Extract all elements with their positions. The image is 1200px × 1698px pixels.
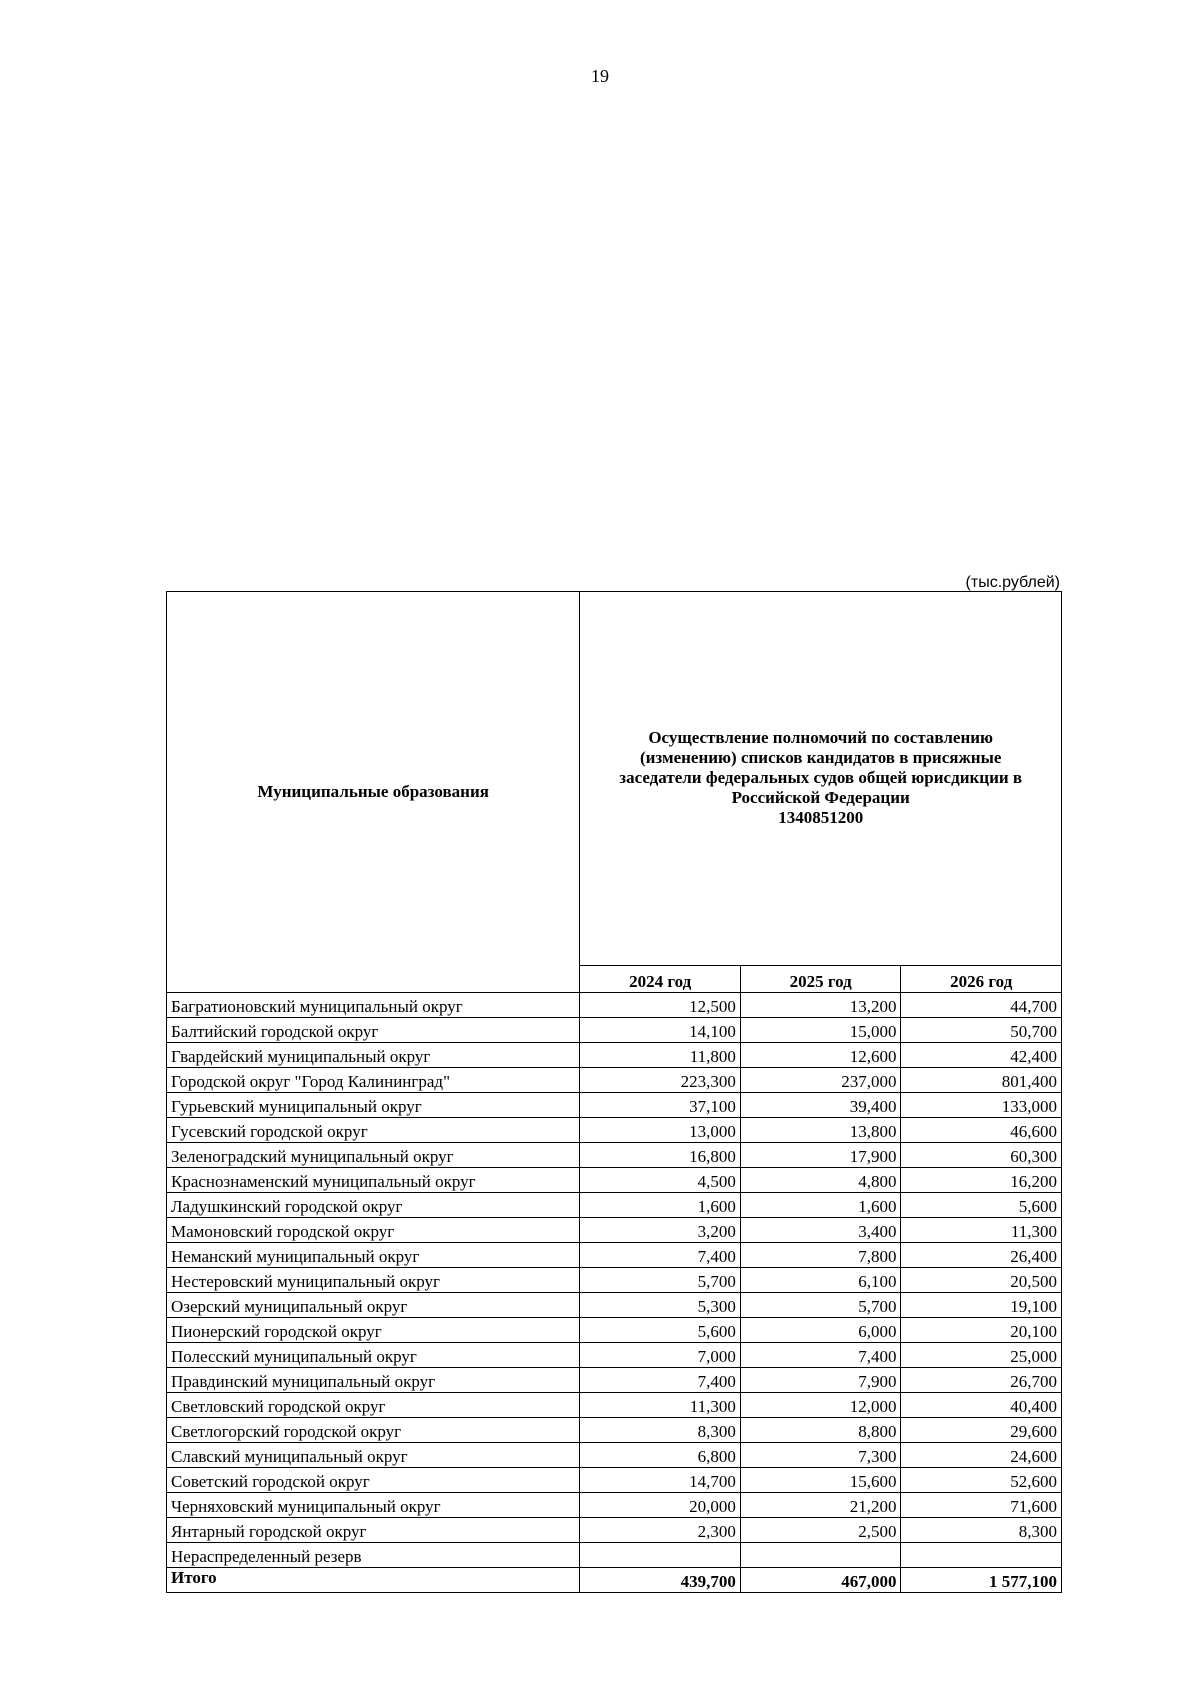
table-row — [167, 1368, 1062, 1393]
value-2024: 5,300 — [580, 1293, 741, 1318]
value-2024: 6,800 — [580, 1443, 741, 1468]
value-2026: 8,300 — [901, 1518, 1062, 1543]
value-2026: 40,400 — [901, 1393, 1062, 1418]
value-2026: 44,700 — [901, 993, 1062, 1018]
value-2026: 71,600 — [901, 1493, 1062, 1518]
value-2025: 7,300 — [740, 1443, 901, 1468]
table-row — [167, 993, 1062, 1018]
value-2025: 3,400 — [740, 1218, 901, 1243]
municipality-name: Багратионовский муниципальный округ — [167, 993, 580, 1018]
municipality-name: Гусевский городской округ — [167, 1118, 580, 1143]
value-2024: 5,700 — [580, 1268, 741, 1293]
table-row — [167, 1493, 1062, 1518]
purpose-line: Российской Федерации — [731, 788, 910, 808]
value-2025 — [740, 1543, 901, 1568]
municipality-name: Гвардейский муниципальный округ — [167, 1043, 580, 1068]
municipality-name: Славский муниципальный округ — [167, 1443, 580, 1468]
table-row — [167, 1043, 1062, 1068]
value-2025: 6,000 — [740, 1318, 901, 1343]
value-2024: 37,100 — [580, 1093, 741, 1118]
table-row — [167, 1318, 1062, 1343]
value-2026: 11,300 — [901, 1218, 1062, 1243]
value-2025: 21,200 — [740, 1493, 901, 1518]
value-2024: 14,700 — [580, 1468, 741, 1493]
value-2025: 17,900 — [740, 1143, 901, 1168]
value-2024: 8,300 — [580, 1418, 741, 1443]
value-2026: 20,100 — [901, 1318, 1062, 1343]
table-row — [167, 1193, 1062, 1218]
total-2026: 1 577,100 — [901, 1568, 1062, 1593]
purpose-code: 1340851200 — [778, 808, 864, 828]
value-2025: 7,800 — [740, 1243, 901, 1268]
value-2026: 801,400 — [901, 1068, 1062, 1093]
value-2026: 60,300 — [901, 1143, 1062, 1168]
table-row — [167, 1218, 1062, 1243]
value-2024: 5,600 — [580, 1318, 741, 1343]
table-row — [167, 1018, 1062, 1043]
value-2025: 7,400 — [740, 1343, 901, 1368]
value-2025: 4,800 — [740, 1168, 901, 1193]
value-2024: 7,400 — [580, 1243, 741, 1268]
municipality-name: Озерский муниципальный округ — [167, 1293, 580, 1318]
value-2024: 7,000 — [580, 1343, 741, 1368]
value-2025: 7,900 — [740, 1368, 901, 1393]
value-2026 — [901, 1543, 1062, 1568]
units-label: (тыс.рублей) — [965, 574, 1060, 591]
value-2026: 26,700 — [901, 1368, 1062, 1393]
value-2025: 237,000 — [740, 1068, 901, 1093]
municipality-name: Нераспределенный резерв — [167, 1543, 580, 1568]
year-header-2026: 2026 год — [901, 965, 1062, 992]
value-2024: 13,000 — [580, 1118, 741, 1143]
value-2024: 1,600 — [580, 1193, 741, 1218]
table-row — [167, 1068, 1062, 1093]
value-2026: 20,500 — [901, 1268, 1062, 1293]
value-2025: 12,000 — [740, 1393, 901, 1418]
table-row — [167, 1243, 1062, 1268]
value-2024: 11,300 — [580, 1393, 741, 1418]
year-header-2025: 2025 год — [740, 965, 901, 992]
municipality-name: Зеленоградский муниципальный округ — [167, 1143, 580, 1168]
municipality-name: Краснознаменский муниципальный округ — [167, 1168, 580, 1193]
value-2026: 25,000 — [901, 1343, 1062, 1368]
value-2026: 42,400 — [901, 1043, 1062, 1068]
value-2024 — [580, 1543, 741, 1568]
table-row — [167, 1543, 1062, 1568]
municipality-name: Светловский городской округ — [167, 1393, 580, 1418]
value-2026: 26,400 — [901, 1243, 1062, 1268]
year-header-2024: 2024 год — [580, 965, 741, 992]
value-2025: 15,600 — [740, 1468, 901, 1493]
table-row — [167, 1418, 1062, 1443]
municipality-name: Балтийский городской округ — [167, 1018, 580, 1043]
table-row — [167, 1468, 1062, 1493]
page-number: 19 — [591, 66, 609, 86]
value-2024: 2,300 — [580, 1518, 741, 1543]
municipality-name: Нестеровский муниципальный округ — [167, 1268, 580, 1293]
value-2025: 13,200 — [740, 993, 901, 1018]
value-2024: 20,000 — [580, 1493, 741, 1518]
value-2025: 6,100 — [740, 1268, 901, 1293]
total-2024: 439,700 — [580, 1568, 741, 1593]
municipality-name: Полесский муниципальный округ — [167, 1343, 580, 1368]
value-2024: 4,500 — [580, 1168, 741, 1193]
municipality-name: Мамоновский городской округ — [167, 1218, 580, 1243]
value-2024: 3,200 — [580, 1218, 741, 1243]
table-row — [167, 1293, 1062, 1318]
value-2024: 14,100 — [580, 1018, 741, 1043]
purpose-line: заседатели федеральных судов общей юрисдикции в — [619, 768, 1023, 788]
table-row — [167, 1118, 1062, 1143]
value-2026: 29,600 — [901, 1418, 1062, 1443]
value-2025: 8,800 — [740, 1418, 901, 1443]
value-2024: 223,300 — [580, 1068, 741, 1093]
table-row — [167, 1143, 1062, 1168]
budget-table — [166, 591, 1062, 1593]
municipality-name: Черняховский муниципальный округ — [167, 1493, 580, 1518]
total-row — [167, 1568, 1062, 1593]
value-2025: 1,600 — [740, 1193, 901, 1218]
value-2026: 16,200 — [901, 1168, 1062, 1193]
purpose-line: Осуществление полномочий по составлению — [648, 728, 994, 748]
value-2026: 5,600 — [901, 1193, 1062, 1218]
municipality-name: Янтарный городской округ — [167, 1518, 580, 1543]
table-row — [167, 1343, 1062, 1368]
total-label: Итого — [167, 1568, 580, 1593]
municipality-name: Гурьевский муниципальный округ — [167, 1093, 580, 1118]
municipality-name: Пионерский городской округ — [167, 1318, 580, 1343]
table-row — [167, 1168, 1062, 1193]
value-2025: 13,800 — [740, 1118, 901, 1143]
value-2024: 11,800 — [580, 1043, 741, 1068]
value-2026: 50,700 — [901, 1018, 1062, 1043]
table-row — [167, 1393, 1062, 1418]
value-2025: 39,400 — [740, 1093, 901, 1118]
value-2025: 15,000 — [740, 1018, 901, 1043]
value-2026: 24,600 — [901, 1443, 1062, 1468]
value-2026: 133,000 — [901, 1093, 1062, 1118]
value-2026: 19,100 — [901, 1293, 1062, 1318]
value-2025: 2,500 — [740, 1518, 901, 1543]
table-row — [167, 1268, 1062, 1293]
municipality-name: Советский городской округ — [167, 1468, 580, 1493]
total-2025: 467,000 — [740, 1568, 901, 1593]
value-2026: 52,600 — [901, 1468, 1062, 1493]
table-body — [167, 993, 1062, 1568]
value-2024: 7,400 — [580, 1368, 741, 1393]
purpose-line: (изменению) списков кандидатов в присяжные — [639, 748, 1002, 768]
value-2025: 5,700 — [740, 1293, 901, 1318]
purpose-column-header — [580, 592, 1062, 966]
municipality-name: Светлогорский городской округ — [167, 1418, 580, 1443]
value-2024: 16,800 — [580, 1143, 741, 1168]
value-2024: 12,500 — [580, 993, 741, 1018]
value-2026: 46,600 — [901, 1118, 1062, 1143]
municipality-name: Неманский муниципальный округ — [167, 1243, 580, 1268]
municipality-name: Правдинский муниципальный округ — [167, 1368, 580, 1393]
municipality-name: Ладушкинский городской округ — [167, 1193, 580, 1218]
table-row — [167, 1443, 1062, 1468]
value-2025: 12,600 — [740, 1043, 901, 1068]
table-row — [167, 1518, 1062, 1543]
municipality-column-header: Муниципальные образования — [167, 592, 580, 993]
table-row — [167, 1093, 1062, 1118]
municipality-name: Городской округ "Город Калининград" — [167, 1068, 580, 1093]
